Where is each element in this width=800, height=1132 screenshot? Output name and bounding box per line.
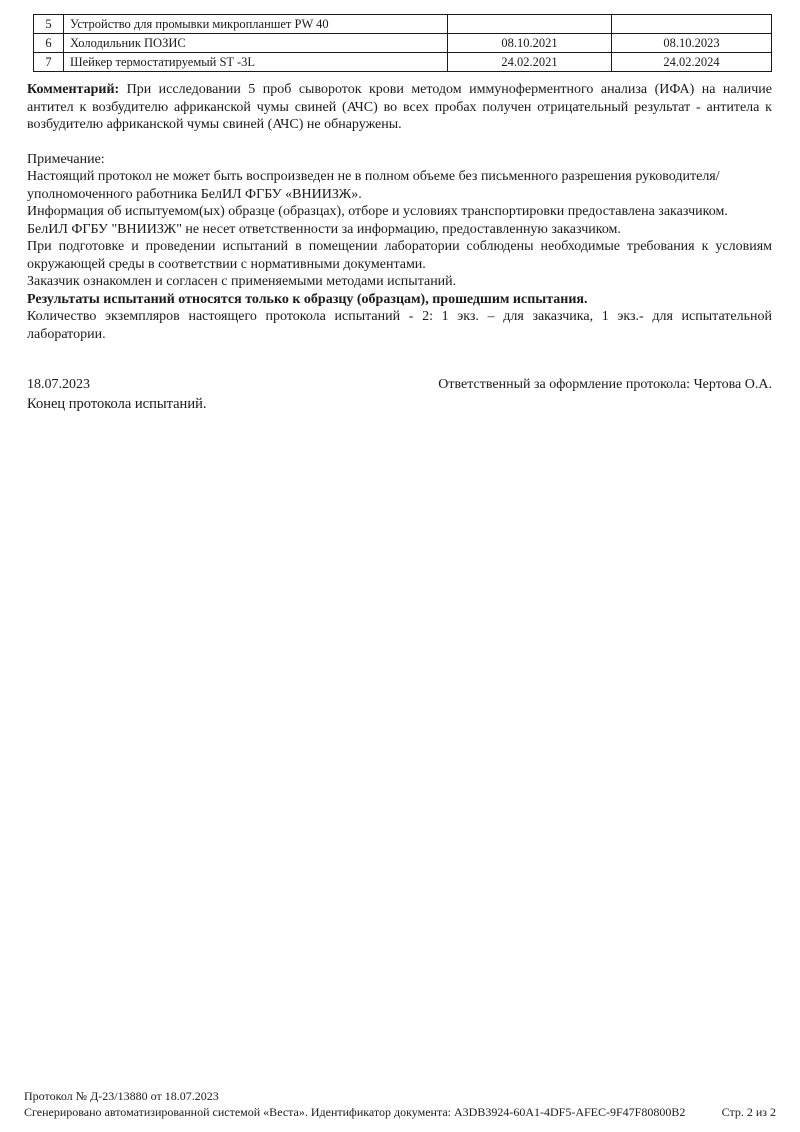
equipment-table	[33, 14, 772, 72]
footer	[24, 1089, 776, 1120]
note-paragraph: Настоящий протокол не может быть воспроизведен не в полном объеме без письменного разрешения руководителя/уполномоченного работника БелИЛ ФГБУ «ВНИИЗЖ».	[27, 169, 720, 202]
table-row	[34, 53, 772, 72]
verification-date-cell	[448, 15, 612, 34]
comment-text: При исследовании 5 проб сывороток крови методом иммуноферментного анализа (ИФА) на наличие антител к возбудителю африканской чумы свиней (АЧС) во всех пробах получен отрицательный результат - антитела к возбудителю африканской чумы свиней (АЧС) не обнаружены.	[27, 82, 772, 132]
footer-page-number: Стр. 2 из 2	[721, 1104, 776, 1119]
table-row	[34, 34, 772, 53]
verification-date-cell: 08.10.2021	[448, 34, 612, 53]
verification-date-cell: 24.02.2021	[448, 53, 612, 72]
comment-paragraph	[27, 81, 772, 134]
row-number-cell: 5	[34, 15, 64, 34]
note-paragraph: Заказчик ознакомлен и согласен с применяемыми методами испытаний.	[27, 274, 457, 289]
signature-row	[27, 376, 772, 394]
equipment-name-cell: Устройство для промывки микропланшет PW 40	[64, 15, 448, 34]
note-paragraph: Количество экземпляров настоящего протокола испытаний - 2: 1 экз. – для заказчика, 1 экз.- для испытательной лаборатории.	[27, 309, 772, 342]
note-paragraph: БелИЛ ФГБУ "ВНИИЗЖ" не несет ответственности за информацию, предоставленную заказчиком.	[27, 221, 621, 237]
table-row	[34, 15, 772, 34]
note-paragraph: При подготовке и проведении испытаний в помещении лаборатории соблюдены необходимые требования к условиям окружающей среды в соответствии с нормативными документами.	[27, 239, 772, 272]
note-paragraph: Информация об испытуемом(ых) образце (образцах), отборе и условиях транспортировки предоставлена заказчиком.	[27, 204, 728, 219]
responsible-person-line: Ответственный за оформление протокола: Чертова О.А.	[438, 377, 772, 392]
equipment-name-cell: Шейкер термостатируемый ST -3L	[64, 53, 448, 72]
valid-until-cell: 24.02.2024	[612, 53, 772, 72]
note-paragraph-results: Результаты испытаний относятся только к образцу (образцам), прошедшим испытания.	[27, 291, 588, 307]
valid-until-cell	[612, 15, 772, 34]
valid-until-cell: 08.10.2023	[612, 34, 772, 53]
notes-section	[27, 151, 772, 344]
row-number-cell: 7	[34, 53, 64, 72]
equipment-name-cell: Холодильник ПОЗИС	[64, 34, 448, 53]
end-of-protocol-line: Конец протокола испытаний.	[27, 395, 207, 412]
protocol-date: 18.07.2023	[27, 377, 90, 392]
footer-generated-line: Сгенерировано автоматизированной системой «Веста». Идентификатор документа: A3DB3924-60A1-4DF5-AFEC-9F47F80800B2	[24, 1104, 686, 1119]
row-number-cell: 6	[34, 34, 64, 53]
comment-label: Комментарий:	[27, 82, 120, 97]
footer-protocol-number: Протокол № Д-23/13880 от 18.07.2023	[24, 1089, 219, 1103]
notes-title: Примечание:	[27, 151, 105, 167]
